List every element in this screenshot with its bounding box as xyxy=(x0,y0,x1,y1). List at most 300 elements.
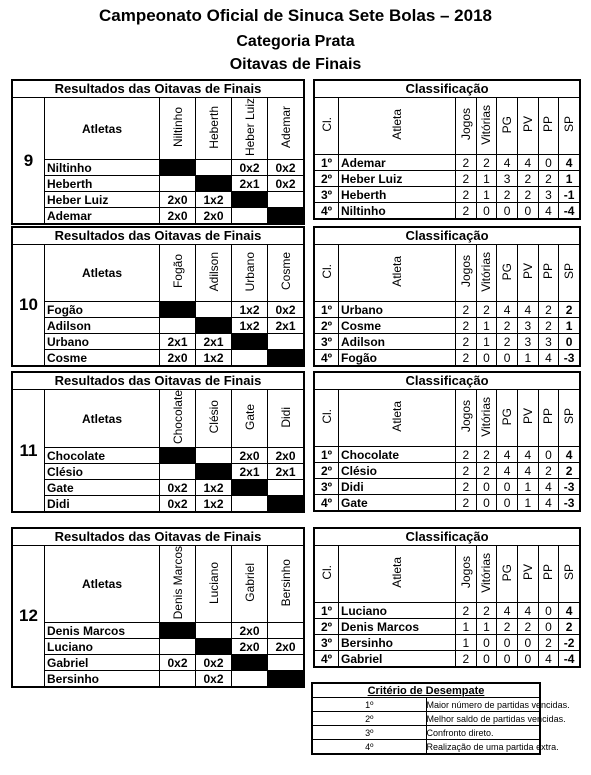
position: 4º xyxy=(315,203,339,219)
standings-athlete: Bersinho xyxy=(339,635,456,651)
match-score xyxy=(160,464,196,480)
stat-vitorias: 2 xyxy=(476,463,497,479)
stat-header-vitorias: Vitórias xyxy=(479,104,494,145)
match-score: 1x2 xyxy=(196,480,232,496)
position: 2º xyxy=(315,318,339,334)
stat-jogos: 2 xyxy=(456,318,477,334)
self-match-cell xyxy=(160,448,196,464)
results-row xyxy=(13,176,304,192)
pos-header: Cl. xyxy=(319,565,334,580)
standings-table xyxy=(313,79,581,220)
opponent-header: Urbano xyxy=(242,251,257,292)
athlete-name: Heber Luiz xyxy=(45,192,160,208)
standings-row xyxy=(315,603,580,619)
opponent-header: Luciano xyxy=(206,561,221,604)
match-score: 0x2 xyxy=(232,160,268,176)
pos-header: Cl. xyxy=(319,264,334,279)
standings-row xyxy=(315,651,580,667)
match-score xyxy=(268,480,304,496)
stat-vitorias: 1 xyxy=(476,318,497,334)
match-score xyxy=(196,623,232,639)
match-score xyxy=(196,160,232,176)
stat-jogos: 2 xyxy=(456,155,477,171)
group-number: 11 xyxy=(13,390,45,512)
standings-athlete: Gate xyxy=(339,495,456,511)
stat-vitorias: 0 xyxy=(476,651,497,667)
stat-sp: 2 xyxy=(559,463,580,479)
athlete-name: Fogão xyxy=(45,302,160,318)
stat-pp: 2 xyxy=(538,171,559,187)
position: 4º xyxy=(315,495,339,511)
stat-vitorias: 1 xyxy=(476,619,497,635)
standings-athlete: Heber Luiz xyxy=(339,171,456,187)
opponent-header: Niltinho xyxy=(170,107,185,148)
standings-section-title: Classificação xyxy=(315,228,580,245)
stat-sp: -3 xyxy=(559,479,580,495)
match-score: 2x0 xyxy=(268,448,304,464)
athlete-name: Bersinho xyxy=(45,671,160,687)
pos-header: Cl. xyxy=(319,117,334,132)
position: 1º xyxy=(315,302,339,318)
athlete-name: Niltinho xyxy=(45,160,160,176)
athletes-header: Atletas xyxy=(45,546,160,623)
stat-jogos: 2 xyxy=(456,447,477,463)
match-score xyxy=(232,671,268,687)
self-match-cell xyxy=(196,639,232,655)
self-match-cell xyxy=(196,176,232,192)
standings-row xyxy=(315,203,580,219)
stat-pg: 3 xyxy=(497,171,518,187)
stat-sp: 2 xyxy=(559,302,580,318)
criteria-text: Maior número de partidas vencidas. xyxy=(426,699,570,710)
stat-pv: 1 xyxy=(517,350,538,366)
results-row xyxy=(13,208,304,224)
match-score xyxy=(232,350,268,366)
self-match-cell xyxy=(232,334,268,350)
stat-jogos: 2 xyxy=(456,495,477,511)
standings-athlete: Denis Marcos xyxy=(339,619,456,635)
stat-pv: 4 xyxy=(517,463,538,479)
self-match-cell xyxy=(268,208,304,224)
stat-pv: 4 xyxy=(517,302,538,318)
phase-subtitle: Oitavas de Finais xyxy=(229,56,362,73)
opponent-header: Ademar xyxy=(278,106,293,149)
standings-athlete: Ademar xyxy=(339,155,456,171)
stat-header-jogos: Jogos xyxy=(458,556,473,589)
match-score xyxy=(232,208,268,224)
pos-header: Cl. xyxy=(319,409,334,424)
stat-vitorias: 1 xyxy=(476,334,497,350)
stat-jogos: 2 xyxy=(456,651,477,667)
standings-athlete: Chocolate xyxy=(339,447,456,463)
match-score: 2x0 xyxy=(196,208,232,224)
results-row xyxy=(13,302,304,318)
stat-pv: 4 xyxy=(517,447,538,463)
athlete-name: Heberth xyxy=(45,176,160,192)
stat-vitorias: 1 xyxy=(476,187,497,203)
results-table xyxy=(11,226,305,367)
athletes-header: Atletas xyxy=(45,245,160,302)
stat-header-pp: PP xyxy=(541,564,556,581)
standings-athlete: Fogão xyxy=(339,350,456,366)
position: 1º xyxy=(315,447,339,463)
stat-pg: 0 xyxy=(497,203,518,219)
results-row xyxy=(13,334,304,350)
match-score: 2x0 xyxy=(268,639,304,655)
match-score: 0x2 xyxy=(160,655,196,671)
match-score xyxy=(160,639,196,655)
opponent-header: Bersinho xyxy=(278,558,293,607)
match-score xyxy=(268,334,304,350)
stat-vitorias: 0 xyxy=(476,203,497,219)
standings-athlete: Adilson xyxy=(339,334,456,350)
stat-vitorias: 0 xyxy=(476,350,497,366)
stat-pp: 3 xyxy=(538,334,559,350)
results-row xyxy=(13,655,304,671)
standings-section-title: Classificação xyxy=(315,529,580,546)
stat-pp: 2 xyxy=(538,463,559,479)
standings-row xyxy=(315,187,580,203)
self-match-cell xyxy=(232,655,268,671)
standings-section-title: Classificação xyxy=(315,373,580,390)
stat-sp: -2 xyxy=(559,635,580,651)
match-score: 0x2 xyxy=(196,655,232,671)
stat-pv: 4 xyxy=(517,603,538,619)
results-section-title: Resultados das Oitavas de Finais xyxy=(13,228,304,245)
standings-row xyxy=(315,318,580,334)
stat-pp: 4 xyxy=(538,203,559,219)
stat-pv: 2 xyxy=(517,619,538,635)
position: 3º xyxy=(315,635,339,651)
criteria-text: Confronto direto. xyxy=(426,726,540,740)
stat-pp: 4 xyxy=(538,350,559,366)
stat-header-jogos: Jogos xyxy=(458,108,473,141)
self-match-cell xyxy=(232,192,268,208)
group-number: 12 xyxy=(13,546,45,687)
athlete-name: Gabriel xyxy=(45,655,160,671)
group-number: 10 xyxy=(13,245,45,366)
athlete-header: Atleta xyxy=(390,256,404,287)
match-score: 1x2 xyxy=(196,192,232,208)
athlete-header: Atleta xyxy=(390,109,404,140)
stat-sp: 4 xyxy=(559,447,580,463)
results-table xyxy=(11,371,305,513)
stat-pg: 4 xyxy=(497,155,518,171)
standings-athlete: Didi xyxy=(339,479,456,495)
self-match-cell xyxy=(160,302,196,318)
opponent-header: Heber Luiz xyxy=(242,98,257,157)
athlete-name: Adilson xyxy=(45,318,160,334)
position: 1º xyxy=(315,155,339,171)
stat-jogos: 2 xyxy=(456,479,477,495)
stat-header-pv: PV xyxy=(520,263,535,280)
results-row xyxy=(13,496,304,512)
standings-table xyxy=(313,527,581,668)
stat-header-pg: PG xyxy=(500,407,515,426)
criteria-number: 3º xyxy=(313,726,427,740)
athlete-name: Gate xyxy=(45,480,160,496)
match-score: 2x0 xyxy=(232,639,268,655)
results-row xyxy=(13,464,304,480)
position: 1º xyxy=(315,603,339,619)
stat-pv: 1 xyxy=(517,495,538,511)
stat-pg: 4 xyxy=(497,302,518,318)
stat-pv: 4 xyxy=(517,155,538,171)
stat-vitorias: 2 xyxy=(476,155,497,171)
criteria-number: 2º xyxy=(313,712,427,726)
opponent-header: Adilson xyxy=(206,251,221,292)
match-score: 0x2 xyxy=(196,671,232,687)
stat-header-pp: PP xyxy=(541,263,556,280)
stat-jogos: 1 xyxy=(456,635,477,651)
match-score: 2x0 xyxy=(160,208,196,224)
stat-pp: 0 xyxy=(538,603,559,619)
match-score xyxy=(196,302,232,318)
stat-pv: 0 xyxy=(517,651,538,667)
stat-sp: 0 xyxy=(559,334,580,350)
opponent-header: Gate xyxy=(242,404,257,431)
match-score: 1x2 xyxy=(232,302,268,318)
opponent-header: Fogão xyxy=(170,254,185,289)
athlete-name: Ademar xyxy=(45,208,160,224)
stat-vitorias: 1 xyxy=(476,171,497,187)
stat-sp: -4 xyxy=(559,651,580,667)
stat-pg: 2 xyxy=(497,187,518,203)
results-row xyxy=(13,350,304,366)
athlete-name: Denis Marcos xyxy=(45,623,160,639)
stat-sp: -1 xyxy=(559,187,580,203)
standings-row xyxy=(315,171,580,187)
stat-pg: 4 xyxy=(497,447,518,463)
stat-pg: 2 xyxy=(497,334,518,350)
match-score: 0x2 xyxy=(160,480,196,496)
standings-table xyxy=(313,371,581,512)
criteria-number: 1º xyxy=(313,698,427,712)
standings-row xyxy=(315,495,580,511)
stat-header-pv: PV xyxy=(520,116,535,133)
stat-jogos: 1 xyxy=(456,619,477,635)
stat-pp: 0 xyxy=(538,155,559,171)
stat-header-vitorias: Vitórias xyxy=(479,251,494,292)
stat-header-pg: PG xyxy=(500,262,515,281)
stat-header-pp: PP xyxy=(541,408,556,425)
stat-sp: -3 xyxy=(559,495,580,511)
match-score: 2x1 xyxy=(268,464,304,480)
tiebreak-criteria-box xyxy=(311,682,570,755)
stat-jogos: 2 xyxy=(456,203,477,219)
match-score: 1x2 xyxy=(196,496,232,512)
match-score xyxy=(268,192,304,208)
stat-jogos: 2 xyxy=(456,334,477,350)
category-subtitle: Categoria Prata xyxy=(236,33,355,50)
stat-vitorias: 0 xyxy=(476,635,497,651)
stat-pv: 3 xyxy=(517,318,538,334)
match-score xyxy=(268,623,304,639)
stat-header-jogos: Jogos xyxy=(458,255,473,288)
stat-pp: 4 xyxy=(538,651,559,667)
position: 4º xyxy=(315,651,339,667)
position: 2º xyxy=(315,463,339,479)
self-match-cell xyxy=(232,480,268,496)
stat-header-pg: PG xyxy=(500,115,515,134)
stat-pg: 0 xyxy=(497,635,518,651)
stat-pg: 4 xyxy=(497,463,518,479)
results-section-title: Resultados das Oitavas de Finais xyxy=(13,81,304,98)
opponent-header: Didi xyxy=(278,406,293,428)
self-match-cell xyxy=(268,671,304,687)
match-score: 0x2 xyxy=(268,160,304,176)
standings-row xyxy=(315,635,580,651)
stat-header-pg: PG xyxy=(500,563,515,582)
athlete-name: Cosme xyxy=(45,350,160,366)
athlete-header: Atleta xyxy=(390,401,404,432)
stat-pp: 0 xyxy=(538,619,559,635)
self-match-cell xyxy=(196,318,232,334)
standings-athlete: Niltinho xyxy=(339,203,456,219)
stat-pv: 0 xyxy=(517,635,538,651)
stat-pv: 3 xyxy=(517,334,538,350)
stat-jogos: 2 xyxy=(456,463,477,479)
match-score: 1x2 xyxy=(196,350,232,366)
stat-sp: -3 xyxy=(559,350,580,366)
stat-pv: 2 xyxy=(517,187,538,203)
match-score: 1x2 xyxy=(232,318,268,334)
opponent-header: Cosme xyxy=(278,252,293,291)
stat-pp: 0 xyxy=(538,447,559,463)
results-row xyxy=(13,671,304,687)
stat-pp: 4 xyxy=(538,495,559,511)
standings-athlete: Luciano xyxy=(339,603,456,619)
position: 2º xyxy=(315,171,339,187)
match-score: 2x1 xyxy=(232,464,268,480)
results-row xyxy=(13,160,304,176)
page-title: Campeonato Oficial de Sinuca Sete Bolas – 2018 xyxy=(98,6,493,25)
stat-pv: 2 xyxy=(517,171,538,187)
match-score: 0x2 xyxy=(160,496,196,512)
stat-vitorias: 2 xyxy=(476,447,497,463)
stat-jogos: 2 xyxy=(456,171,477,187)
match-score xyxy=(196,448,232,464)
match-score: 0x2 xyxy=(268,176,304,192)
stat-jogos: 2 xyxy=(456,187,477,203)
results-table xyxy=(11,79,305,225)
standings-row xyxy=(315,350,580,366)
match-score: 2x1 xyxy=(160,334,196,350)
opponent-header: Heberth xyxy=(206,105,221,149)
results-row xyxy=(13,639,304,655)
athlete-name: Urbano xyxy=(45,334,160,350)
standings-athlete: Cosme xyxy=(339,318,456,334)
results-section-title: Resultados das Oitavas de Finais xyxy=(13,529,304,546)
stat-pp: 3 xyxy=(538,187,559,203)
opponent-header: Clésio xyxy=(206,400,221,434)
self-match-cell xyxy=(160,623,196,639)
results-row xyxy=(13,318,304,334)
stat-jogos: 2 xyxy=(456,302,477,318)
standings-row xyxy=(315,302,580,318)
position: 2º xyxy=(315,619,339,635)
stat-pv: 0 xyxy=(517,203,538,219)
match-score: 2x1 xyxy=(196,334,232,350)
stat-pg: 0 xyxy=(497,651,518,667)
athletes-header: Atletas xyxy=(45,98,160,160)
stat-sp: 4 xyxy=(559,155,580,171)
standings-table xyxy=(313,226,581,367)
criteria-text: Realização de uma partida extra. xyxy=(426,741,559,752)
match-score xyxy=(268,655,304,671)
standings-athlete: Clésio xyxy=(339,463,456,479)
stat-header-jogos: Jogos xyxy=(458,400,473,433)
opponent-header: Denis Marcos xyxy=(170,546,185,620)
athlete-name: Didi xyxy=(45,496,160,512)
stat-header-sp: SP xyxy=(562,564,577,581)
results-row xyxy=(13,480,304,496)
position: 4º xyxy=(315,350,339,366)
standings-athlete: Gabriel xyxy=(339,651,456,667)
match-score xyxy=(232,496,268,512)
standings-row xyxy=(315,479,580,495)
athletes-header: Atletas xyxy=(45,390,160,448)
match-score xyxy=(160,176,196,192)
stat-header-sp: SP xyxy=(562,408,577,425)
stat-pv: 1 xyxy=(517,479,538,495)
self-match-cell xyxy=(268,496,304,512)
match-score: 2x0 xyxy=(160,350,196,366)
stat-jogos: 2 xyxy=(456,603,477,619)
standings-row xyxy=(315,619,580,635)
match-score xyxy=(160,671,196,687)
match-score: 2x0 xyxy=(232,623,268,639)
opponent-header: Chocolate xyxy=(170,390,185,445)
match-score xyxy=(160,318,196,334)
match-score: 2x0 xyxy=(232,448,268,464)
stat-header-pv: PV xyxy=(520,564,535,581)
self-match-cell xyxy=(196,464,232,480)
standings-row xyxy=(315,463,580,479)
results-row xyxy=(13,448,304,464)
stat-pg: 4 xyxy=(497,603,518,619)
results-section-title: Resultados das Oitavas de Finais xyxy=(13,373,304,390)
position: 3º xyxy=(315,479,339,495)
match-score: 0x2 xyxy=(268,302,304,318)
standings-section-title: Classificação xyxy=(315,81,580,98)
stat-pp: 2 xyxy=(538,635,559,651)
stat-sp: 2 xyxy=(559,619,580,635)
stat-pg: 0 xyxy=(497,479,518,495)
stat-vitorias: 2 xyxy=(476,302,497,318)
athlete-header: Atleta xyxy=(390,557,404,588)
stat-sp: 1 xyxy=(559,171,580,187)
criteria-text: Melhor saldo de partidas vencidas. xyxy=(426,713,566,724)
stat-pg: 2 xyxy=(497,318,518,334)
results-row xyxy=(13,192,304,208)
stat-pg: 0 xyxy=(497,495,518,511)
stat-header-vitorias: Vitórias xyxy=(479,552,494,593)
standings-row xyxy=(315,447,580,463)
standings-row xyxy=(315,334,580,350)
stat-header-vitorias: Vitórias xyxy=(479,396,494,437)
position: 3º xyxy=(315,187,339,203)
group-number: 9 xyxy=(13,98,45,224)
match-score: 2x1 xyxy=(232,176,268,192)
criteria-number: 4º xyxy=(313,740,427,754)
stat-pg: 0 xyxy=(497,350,518,366)
stat-vitorias: 2 xyxy=(476,603,497,619)
standings-athlete: Urbano xyxy=(339,302,456,318)
stat-pg: 2 xyxy=(497,619,518,635)
standings-athlete: Heberth xyxy=(339,187,456,203)
stat-jogos: 2 xyxy=(456,350,477,366)
